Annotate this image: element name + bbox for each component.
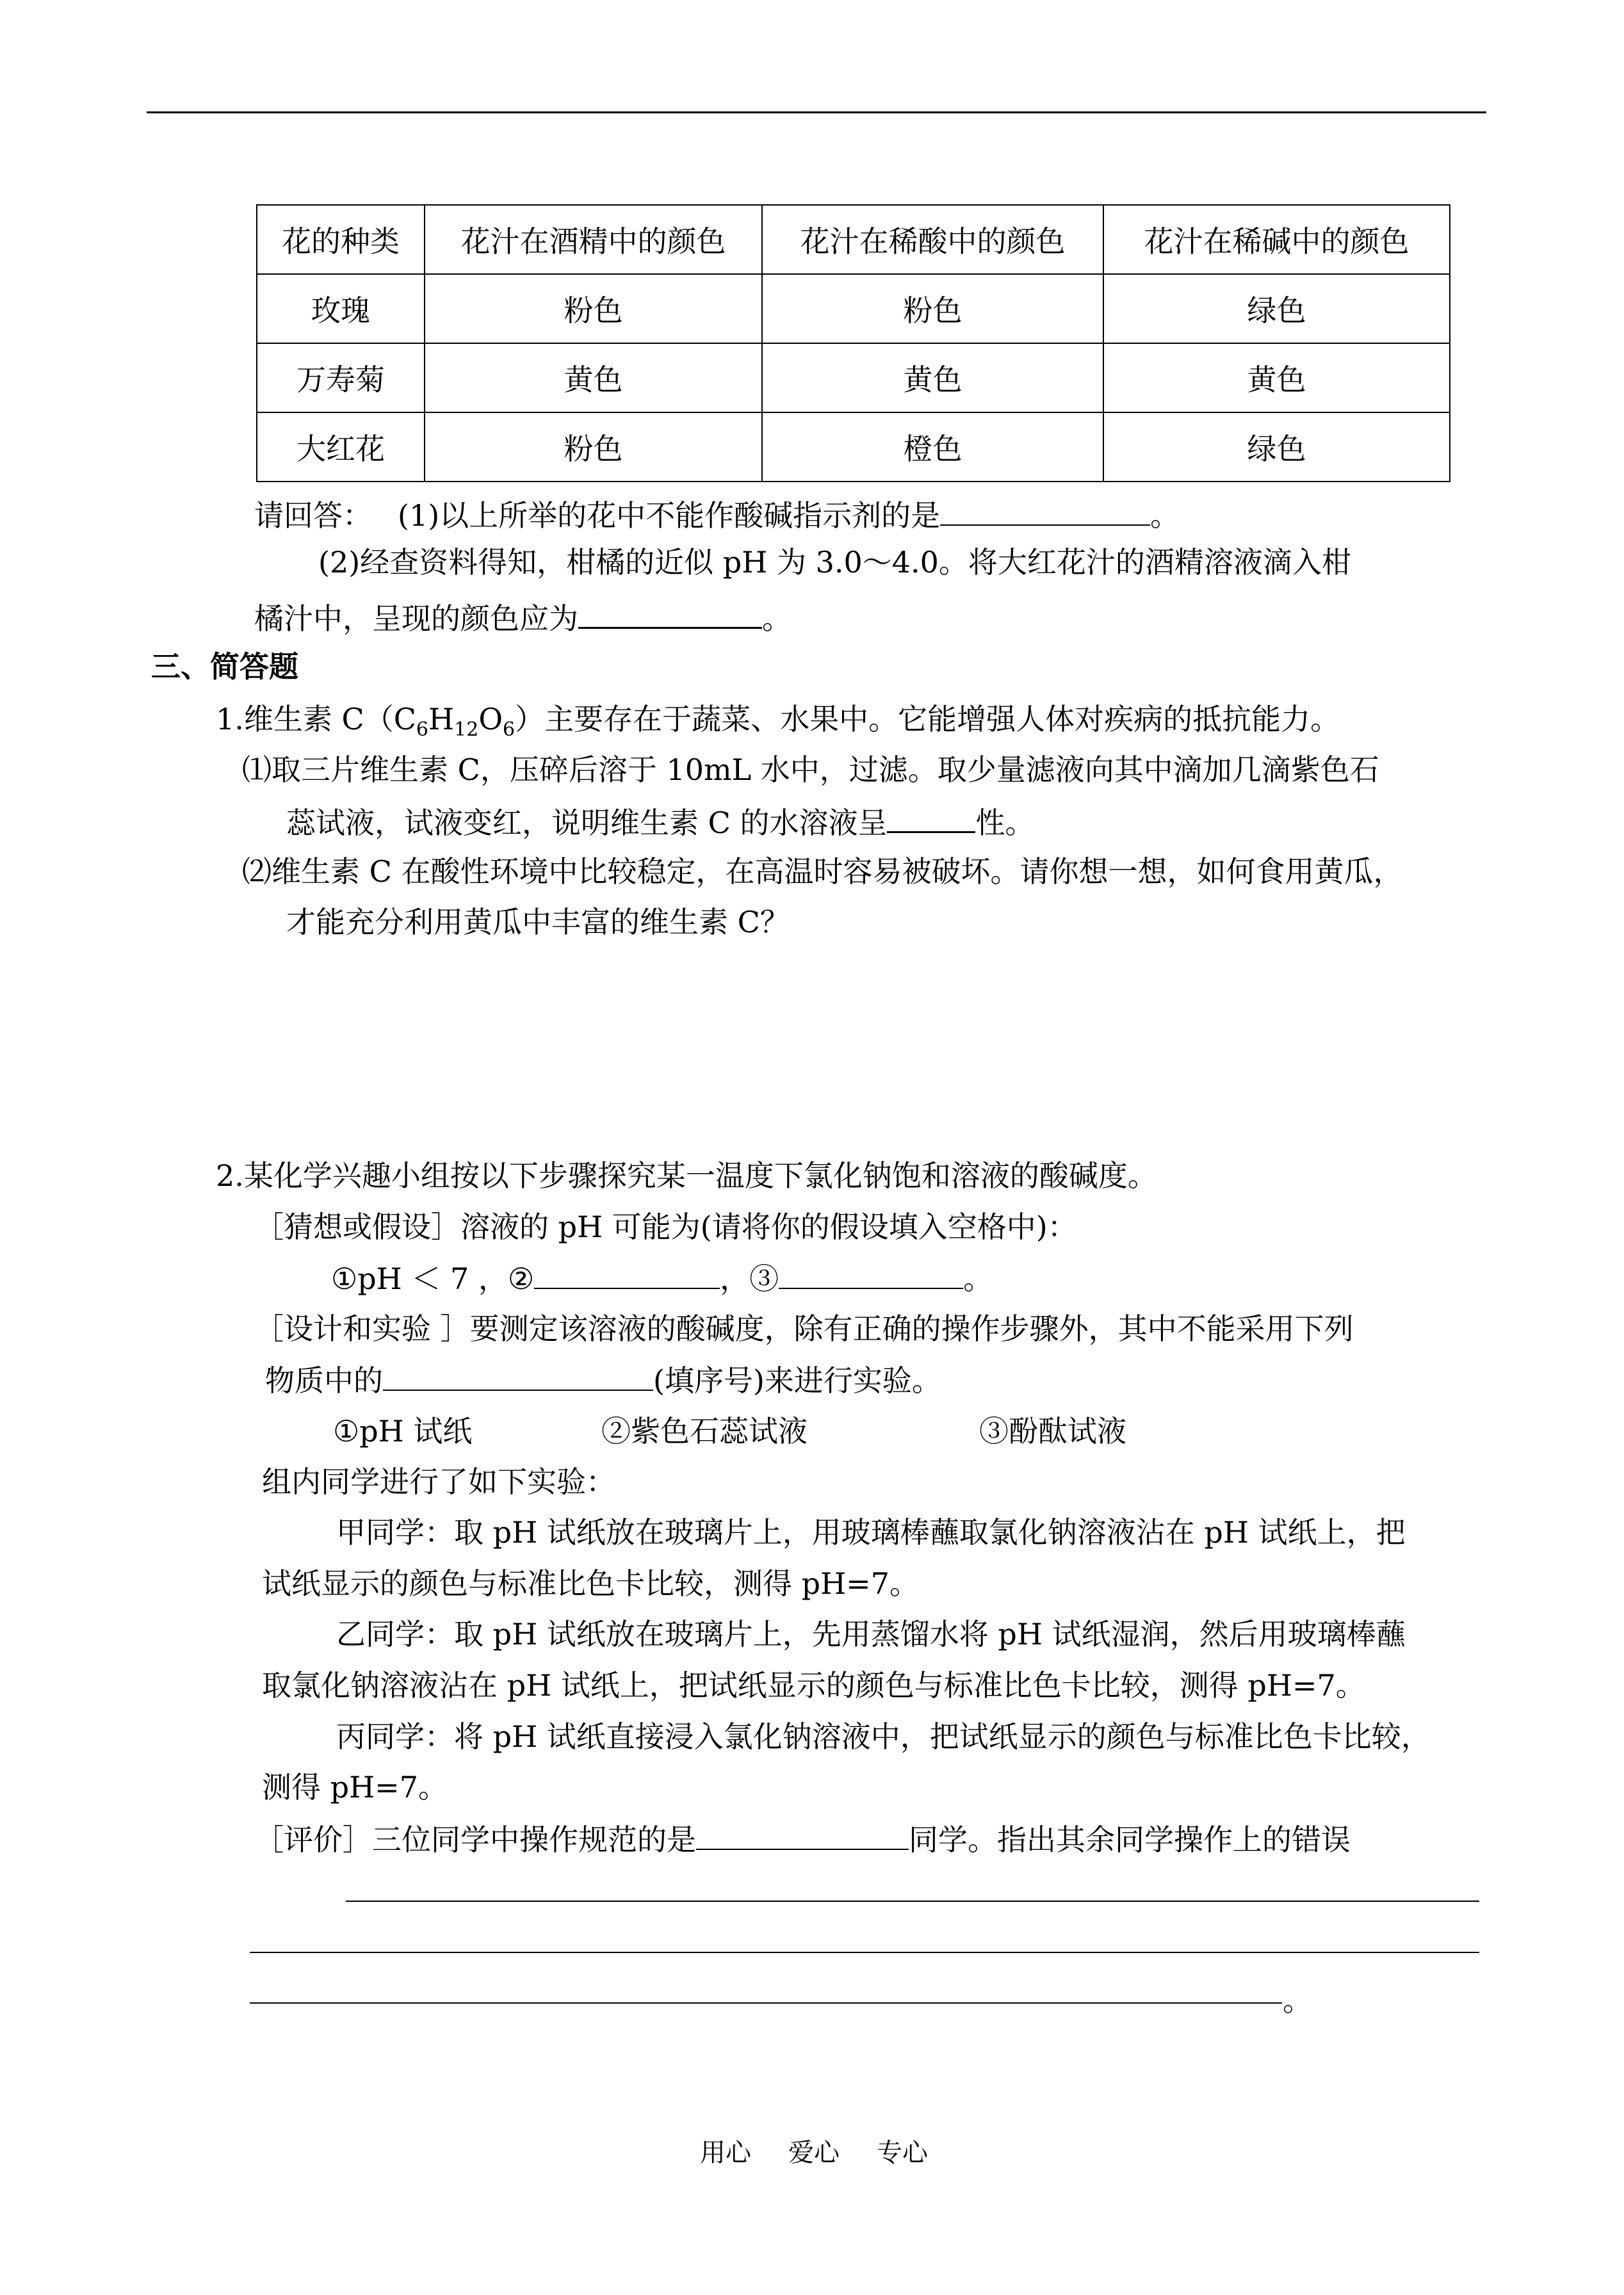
- question-line: 才能充分利用黄瓜中丰富的维生素 C？: [286, 905, 790, 939]
- question-text: ①pH ＜ 7 ，②: [331, 1261, 535, 1296]
- question-line: 2.某化学兴趣小组按以下步骤探究某一温度下氯化钠饱和溶液的酸碱度。: [216, 1158, 1157, 1193]
- table-cell: 粉色: [762, 274, 1103, 343]
- question-line: 测得 pH=7。: [262, 1770, 448, 1804]
- flower-color-table: [256, 204, 1450, 482]
- question-line: [254, 495, 1180, 535]
- answer-blank[interactable]: [578, 597, 762, 629]
- table-cell: 橙色: [762, 412, 1103, 482]
- question-text: 性。: [975, 806, 1035, 840]
- question-text: ）主要存在于蔬菜、水果中。它能增强人体对疾病的抵抗能力。: [515, 702, 1340, 736]
- punctuation: 。: [1283, 1983, 1312, 2018]
- question-text: 同学。指出其余同学操作上的错误: [909, 1822, 1351, 1857]
- question-line: [254, 597, 792, 638]
- answer-line[interactable]: [346, 1901, 1479, 1902]
- question-line: [331, 1258, 993, 1298]
- question-line: 乙同学：取 pH 试纸放在玻璃片上，先用蒸馏水将 pH 试纸湿润，然后用玻璃棒蘸: [336, 1617, 1406, 1651]
- answer-blank[interactable]: [383, 1360, 653, 1391]
- option-item: ③酚酞试液: [979, 1414, 1126, 1448]
- answer-line[interactable]: [250, 2002, 1282, 2004]
- table-cell: 黄色: [425, 343, 762, 412]
- question-line: ⑵维生素 C 在酸性环境中比较稳定，在高温时容易被破坏。请你想一想，如何食用黄瓜，: [242, 854, 1403, 889]
- answer-blank[interactable]: [940, 495, 1150, 526]
- question-line: 甲同学：取 pH 试纸放在玻璃片上，用玻璃棒蘸取氯化钠溶液沾在 pH 试纸上，把: [336, 1515, 1406, 1550]
- question-line: 试纸显示的颜色与标准比色卡比较，测得 pH=7。: [262, 1566, 919, 1601]
- table-header-cell: 花汁在酒精中的颜色: [425, 205, 762, 274]
- question-line: [216, 700, 1340, 742]
- question-text: O: [478, 702, 503, 736]
- subscript: 6: [416, 718, 428, 742]
- table-header-row: [257, 205, 1450, 274]
- question-line: ［猜想或假设］溶液的 pH 可能为(请将你的假设填入空格中)：: [254, 1210, 1077, 1244]
- question-text: ，③: [720, 1261, 779, 1296]
- answer-label: 请回答：: [254, 498, 372, 533]
- question-line: [286, 802, 1034, 842]
- table-cell: 黄色: [1103, 343, 1450, 412]
- question-text: 1.维生素 C（C: [216, 702, 416, 736]
- question-text: (填序号)来进行实验。: [653, 1363, 941, 1398]
- table-row: [257, 412, 1450, 482]
- question-text: 橘汁中，呈现的颜色应为: [254, 601, 578, 636]
- footer-item: 用心: [700, 2138, 751, 2168]
- table-cell: 粉色: [425, 412, 762, 482]
- question-text: (2)经查资料得知，柑橘的近似 pH 为 3.0～4.0。将大红花汁的酒精溶液滴入柑: [318, 545, 1351, 580]
- question-line: [318, 543, 1351, 581]
- question-line: 丙同学：将 pH 试纸直接浸入氯化钠溶液中，把试纸显示的颜色与标准比色卡比较，: [336, 1719, 1431, 1754]
- answer-line[interactable]: [250, 1952, 1479, 1953]
- option-item: ②紫色石蕊试液: [601, 1414, 808, 1448]
- question-text: 物质中的: [265, 1363, 383, 1398]
- footer: [700, 2132, 928, 2169]
- question-line: ⑴取三片维生素 C，压碎后溶于 10mL 水中，过滤。取少量滤液向其中滴加几滴紫色石: [242, 752, 1379, 787]
- option-item: ①pH 试纸: [333, 1414, 473, 1448]
- table-cell: 绿色: [1103, 274, 1450, 343]
- answer-blank[interactable]: [779, 1258, 963, 1289]
- table-cell: 粉色: [425, 274, 762, 343]
- table-cell: 玫瑰: [257, 274, 425, 343]
- question-line: 组内同学进行了如下实验：: [262, 1464, 615, 1499]
- table-row: [257, 274, 1450, 343]
- question-line: [254, 1819, 1351, 1859]
- question-line: 取氯化钠溶液沾在 pH 试纸上，把试纸显示的颜色与标准比色卡比较，测得 pH=7。: [262, 1668, 1365, 1703]
- punctuation: 。: [963, 1261, 993, 1296]
- table-cell: 绿色: [1103, 412, 1450, 482]
- table-cell: 大红花: [257, 412, 425, 482]
- footer-item: 爱心: [788, 2138, 840, 2168]
- answer-blank[interactable]: [696, 1819, 909, 1850]
- table-header-cell: 花汁在稀碱中的颜色: [1103, 205, 1450, 274]
- subscript: 6: [503, 718, 516, 742]
- table-row: [257, 343, 1450, 412]
- section-title: 三、简答题: [151, 649, 298, 684]
- table-header-cell: 花的种类: [257, 205, 425, 274]
- subscript: 12: [454, 718, 479, 742]
- footer-item: 专心: [877, 2138, 928, 2168]
- question-line: ［设计和实验 ］要测定该溶液的酸碱度，除有正确的操作步骤外，其中不能采用下列: [254, 1311, 1354, 1346]
- punctuation: 。: [762, 601, 792, 636]
- question-text: 蕊试液，试液变红，说明维生素 C 的水溶液呈: [286, 806, 888, 840]
- question-line: [265, 1360, 941, 1400]
- question-text: (1)以上所举的花中不能作酸碱指示剂的是: [398, 498, 941, 533]
- answer-blank[interactable]: [887, 802, 975, 833]
- punctuation: 。: [1150, 498, 1180, 533]
- table-header-cell: 花汁在稀酸中的颜色: [762, 205, 1103, 274]
- answer-blank[interactable]: [534, 1258, 720, 1289]
- table-cell: 黄色: [762, 343, 1103, 412]
- question-text: ［评价］三位同学中操作规范的是: [254, 1822, 696, 1857]
- question-text: H: [428, 702, 455, 736]
- header-rule: [147, 111, 1486, 113]
- table-cell: 万寿菊: [257, 343, 425, 412]
